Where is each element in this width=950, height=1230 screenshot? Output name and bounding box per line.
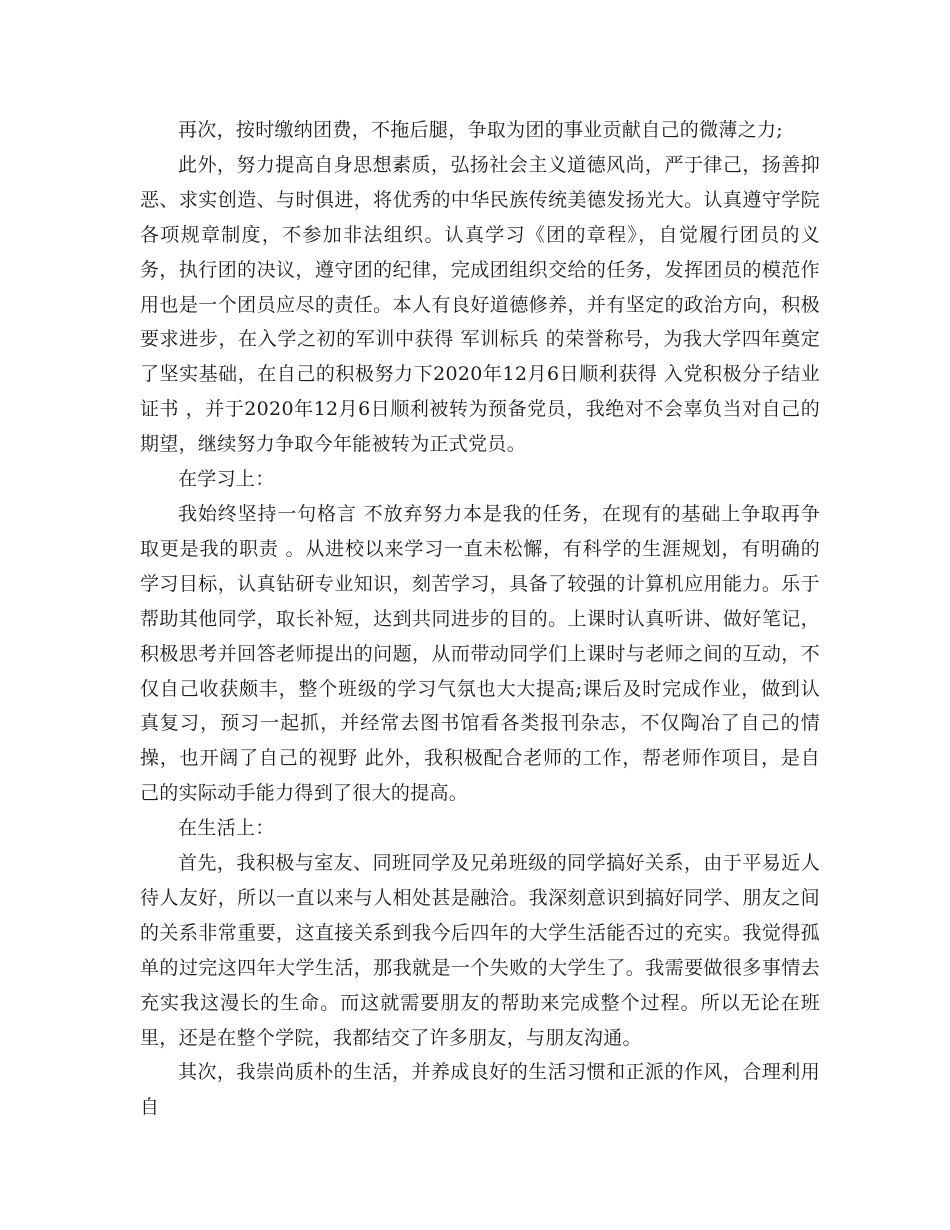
paragraph-relations: 首先，我积极与室友、同班同学及兄弟班级的同学搞好关系，由于平易近人待人友好，所以一直以来与人相处甚是融洽。我深刻意识到搞好同学、朋友之间的关系非常重要，这直接关系到我今后四年的大学生活能否过的充实。我觉得孤单的过完这四年大学生活，那我就是一个失败的大学生了。我需要做很多事情去充实我这漫长的生命。而这就需要朋友的帮助来完成整个过程。所以无论在班里，还是在整个学院，我都结交了许多朋友，与朋友沟通。 [140, 852, 820, 1049]
paragraph-lifestyle: 其次，我崇尚质朴的生活，并养成良好的生活习惯和正派的作风，合理利用自 [140, 1061, 820, 1119]
document-body [140, 113, 820, 1125]
paragraph-dues: 再次，按时缴纳团费，不拖后腿，争取为团的事业贡献自己的微薄之力; [178, 119, 784, 141]
heading-study: 在学习上： [178, 468, 275, 491]
heading-life: 在生活上： [178, 817, 275, 840]
paragraph-ideology: 此外，努力提高自身思想素质，弘扬社会主义道德风尚，严于律己，扬善抑恶、求实创造、与时俱进，将优秀的中华民族传统美德发扬光大。认真遵守学院各项规章制度，不参加非法组织。认真学习《团的章程》，自觉履行团员的义务，执行团的决议，遵守团的纪律，完成团组织交给的任务，发挥团员的模范作用也是一个团员应尽的责任。本人有良好道德修养，并有坚定的政治方向，积极要求进步，在入学之初的军训中获得 军训标兵 的荣誉称号，为我大学四年奠定了坚实基础，在自己的积极努力下2020年12月6日顺利获得 入党积极分子结业证书 ，并于2020年12月6日顺利被转为预备党员，我绝对不会辜负当对自己的期望，继续努力争取今年能被转为正式党员。 [140, 153, 820, 456]
paragraph-study: 我始终坚持一句格言 不放弃努力本是我的任务，在现有的基础上争取再争取更是我的职责 。从进校以来学习一直未松懈，有科学的生涯规划，有明确的学习目标，认真钻研专业知识，刻苦学习，具备了较强的计算机应用能力。乐于帮助其他同学，取长补短，达到共同进步的目的。上课时认真听讲、做好笔记，积极思考并回答老师提出的问题，从而带动同学们上课时与老师之间的互动，不仅自己收获颇丰，整个班级的学习气氛也大大提高;课后及时完成作业，做到认真复习，预习一起抓，并经常去图书馆看各类报刊杂志，不仅陶冶了自己的情操，也开阔了自己的视野 此外，我积极配合老师的工作，帮老师作项目，是自己的实际动手能力得到了很大的提高。 [140, 502, 820, 805]
